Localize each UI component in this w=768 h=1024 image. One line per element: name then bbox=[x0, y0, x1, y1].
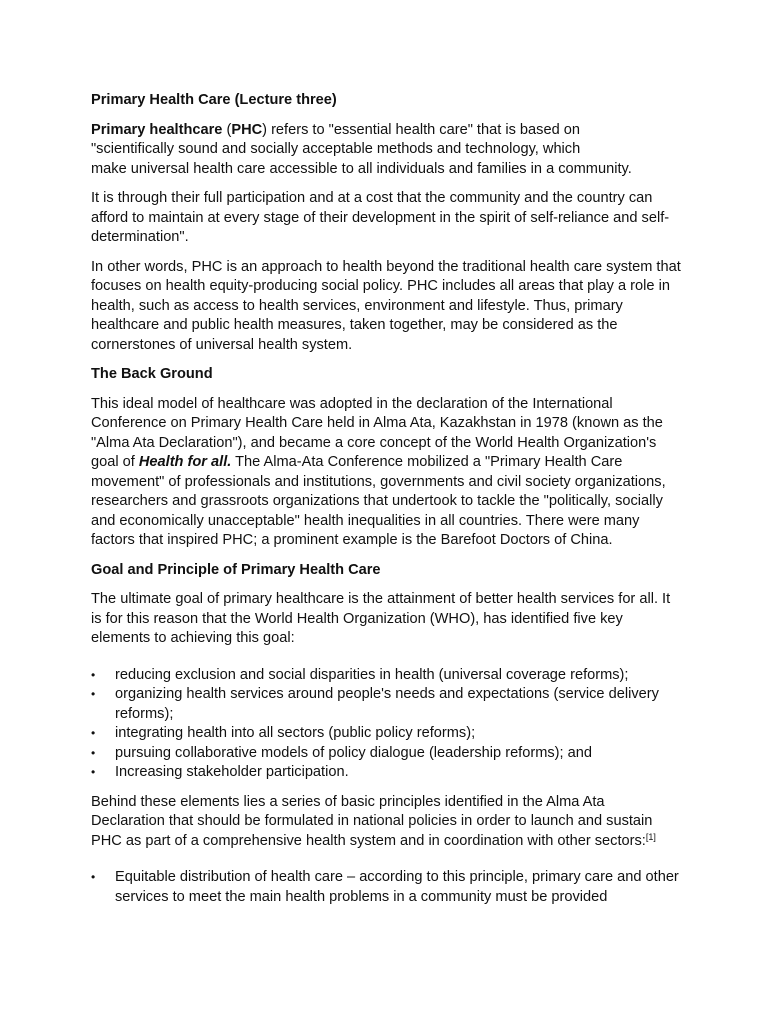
paragraph-background bbox=[91, 395, 681, 551]
intro-paragraph bbox=[91, 121, 681, 180]
key-elements-list bbox=[91, 666, 681, 783]
list-item: • organizing health services around people's needs and expectations (service delivery reforms); bbox=[91, 685, 681, 724]
term-phc: PHC bbox=[231, 121, 263, 138]
list-item: • Equitable distribution of health care – according to this principle, primary care and other services to meet the main health problems in a community must be provided bbox=[91, 868, 681, 907]
background-text-1: This ideal model of healthcare was adopted in the declaration of the International Conference on Primary Health Care held in Alma Ata, Kazakhstan in 1978 (known as the "Alma Ata Declaration"), and became a core concept of the World Health Organization's goal of bbox=[91, 395, 663, 470]
list-item: • integrating health into all sectors (public policy reforms); bbox=[91, 724, 681, 744]
list-item: • pursuing collaborative models of policy dialogue (leadership reforms); and bbox=[91, 744, 681, 764]
section-heading-goal: Goal and Principle of Primary Health Care bbox=[91, 561, 381, 578]
intro-open-paren: ( bbox=[222, 121, 232, 138]
health-for-all-emphasis: Health for all. bbox=[138, 454, 232, 470]
paragraph-principles-intro bbox=[91, 793, 681, 852]
background-text-2: The Alma-Ata Conference mobilized a "Primary Health Care movement" of professionals and institutions, governments and civil society organizations, researchers and grassroots organizations that undertook to tackle the "politically, socially and economically unacceptable" health inequalities in all countries. There were many factors that inspired PHC; a prominent example is the Barefoot Doctors of China. bbox=[91, 454, 666, 548]
paragraph-participation: It is through their full participation and at a cost that the community and the country can afford to maintain at every stage of their development in the spirit of self-reliance and self-determination". bbox=[91, 190, 670, 245]
paragraph-other-words: In other words, PHC is an approach to health beyond the traditional health care system that focuses on health equity-producing social policy. PHC includes all areas that play a role in health, such as access to health services, environment and lifestyle. Thus, primary healthcare and public health measures, taken together, may be considered as the cornerstones of universal health system. bbox=[91, 258, 681, 353]
intro-text: ) refers to "essential health care" that is based on bbox=[262, 121, 580, 138]
list-item: • Increasing stakeholder participation. bbox=[91, 763, 681, 783]
principles-list bbox=[91, 868, 681, 907]
intro-line-1 bbox=[91, 121, 681, 141]
section-heading-background: The Back Ground bbox=[91, 366, 213, 382]
paragraph-goal-intro: The ultimate goal of primary healthcare is the attainment of better health services for all. It is for this reason that the World Health Organization (WHO), has identified five key elements to achieving this goal: bbox=[91, 591, 671, 646]
document-title: Primary Health Care (Lecture three) bbox=[91, 92, 337, 108]
intro-line-3: make universal health care accessible to all individuals and families in a community. bbox=[91, 160, 632, 177]
document-page bbox=[91, 91, 681, 917]
term-primary-healthcare: Primary healthcare bbox=[91, 121, 223, 138]
intro-line-2: "scientifically sound and socially acceptable methods and technology, which bbox=[91, 141, 581, 157]
citation-link[interactable]: [1] bbox=[645, 831, 656, 842]
list-item: • reducing exclusion and social disparities in health (universal coverage reforms); bbox=[91, 666, 681, 686]
principles-intro-text: Behind these elements lies a series of basic principles identified in the Alma Ata Declaration that should be formulated in national policies in order to launch and sustain PHC as part of a comprehensive health system and in coordination with other sectors: bbox=[91, 793, 653, 849]
